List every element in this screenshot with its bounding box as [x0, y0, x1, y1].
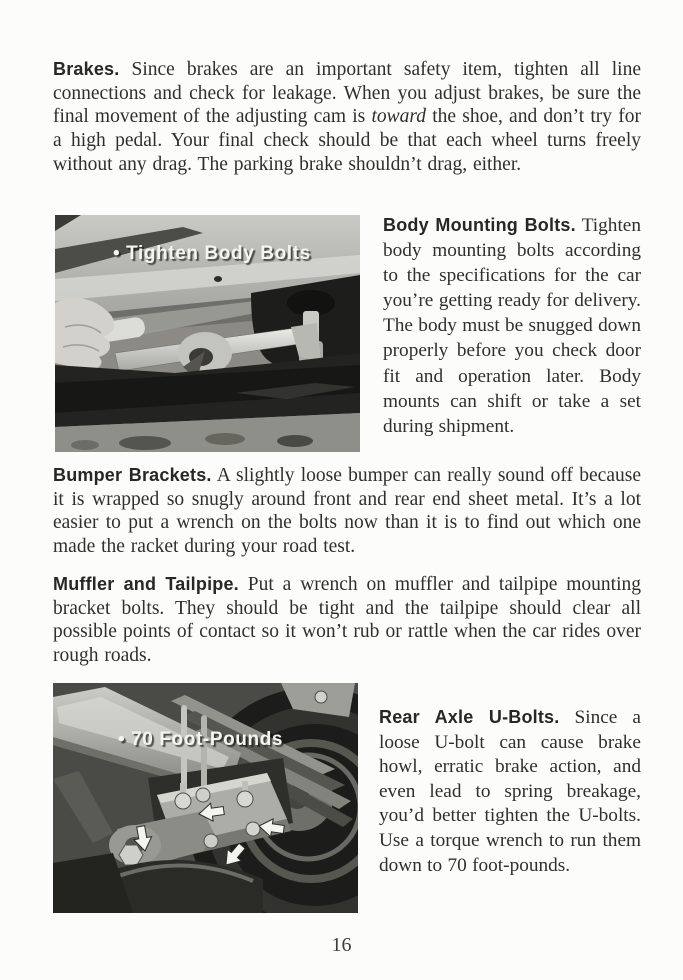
u-bolts-figure — [53, 683, 358, 913]
brakes-italic-word: toward — [371, 106, 427, 128]
muffler-tailpipe-heading: Muffler and Tailpipe. — [53, 574, 239, 594]
muffler-tailpipe-paragraph — [53, 573, 641, 668]
bumper-brackets-paragraph — [53, 464, 641, 559]
brakes-text-before: Since brakes are an important safety item, tighten all line connections and check for leakage. When you adjust brakes, be sure the final movement of the adjusting cam is — [53, 59, 641, 128]
rear-axle-u-bolts-text: Since a loose U-bolt can cause brake howl, erratic brake action, and even lead to spring breakage, you’d better tighten the U-bolts. Use a torque wrench to run them down to 70 foot-pounds. — [379, 707, 641, 876]
body-bolts-caption: • Tighten Body Bolts — [113, 243, 311, 264]
body-mounting-bolts-paragraph — [383, 213, 641, 439]
body-mounting-bolts-heading: Body Mounting Bolts. — [383, 215, 576, 235]
bumper-brackets-text: A slightly loose bumper can really sound off because it is wrapped so snugly around front and rear end sheet metal. It’s a lot easier to put a wrench on the bolts now than it is to find out which one made the racket during your road test. — [53, 465, 641, 558]
muffler-tailpipe-text: Put a wrench on muffler and tailpipe mounting bracket bolts. They should be tight and the tailpipe should clear all possible points of contact so it won’t rub or rattle when the car rides over rough roads. — [53, 574, 642, 667]
u-bolts-caption: • 70 Foot-Pounds — [118, 729, 284, 750]
body-mounting-bolts-text: Tighten body mounting bolts according to the specifications for the car you’re getting ready for delivery. The body must be snugged down properly before you check door fit and operation later. Body mounts can shift or take a set during shipment. — [383, 215, 641, 437]
body-bolts-figure — [55, 215, 360, 452]
brakes-paragraph — [53, 58, 641, 177]
bumper-brackets-heading: Bumper Brackets. — [53, 465, 212, 485]
rear-axle-u-bolts-paragraph — [379, 705, 641, 878]
brakes-text-after: the shoe, and don’t try for a high pedal. Your final check should be that each wheel turns freely without any drag. The parking brake shouldn’t drag, either. — [53, 106, 641, 175]
brakes-heading: Brakes. — [53, 59, 120, 79]
rear-axle-u-bolts-heading: Rear Axle U-Bolts. — [379, 707, 560, 727]
page-number: 16 — [331, 934, 352, 956]
u-bolts-photo — [53, 683, 358, 913]
